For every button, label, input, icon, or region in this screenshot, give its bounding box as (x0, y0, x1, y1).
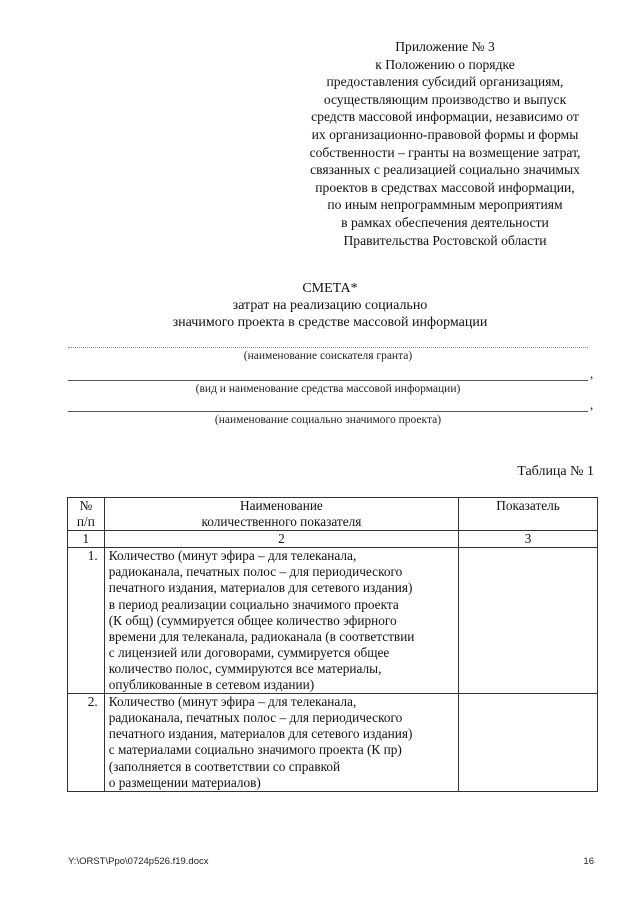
header-name-line-2: количественного показателя (201, 514, 362, 530)
header-name-cell (104, 498, 458, 531)
row-line: (К общ) (суммируется общее количество эфирного (108, 612, 397, 628)
row-line: печатного издания, материалов для сетевого издания) (108, 580, 413, 596)
appendix-line: предоставления субсидий организациям, (326, 74, 564, 90)
table-row (68, 694, 598, 792)
header-number-line-2: п/п (76, 514, 95, 530)
project-fill-line (68, 411, 588, 412)
footer-file-path: Y:\ORST\Ppo\0724p526.f19.docx (68, 856, 209, 867)
applicant-caption: (наименование соискателя гранта) (243, 350, 413, 362)
appendix-line: по иным непрограммным мероприятиям (327, 197, 563, 213)
row-number: 2. (68, 694, 105, 792)
row-line: радиоканала, печатных полос – для периодического (108, 564, 403, 580)
header-value-label: Показатель (496, 498, 560, 513)
table-header-row (68, 498, 598, 531)
row-line: Количество (минут эфира – для телеканала, (108, 548, 357, 564)
row-line: времени для телеканала, радиоканала (в соответствии (108, 628, 415, 644)
row-line: количество полос, суммируются все материалы, (108, 660, 382, 676)
column-number: 3 (459, 531, 598, 548)
title-heading: СМЕТА* (302, 281, 358, 296)
appendix-line: в рамках обеспечения деятельности (341, 214, 549, 230)
header-name-line-1: Наименование (240, 498, 323, 513)
comma: , (590, 397, 594, 412)
media-caption: (вид и наименование средства массовой информации) (195, 383, 461, 395)
title-line-1: затрат на реализацию социально (232, 298, 428, 313)
applicant-fill-line (68, 347, 588, 348)
header-number-line-1: № (79, 498, 93, 513)
row-line: (заполняется в соответствии со справкой (108, 758, 341, 774)
table-column-numbers-row (68, 531, 598, 548)
row-description (104, 548, 458, 694)
project-caption: (наименование социально значимого проекта) (214, 414, 442, 426)
header-value-cell (459, 498, 598, 531)
appendix-line: связанных с реализацией социально значимых (310, 162, 580, 178)
comma: , (590, 366, 594, 381)
row-line: с лицензией или договорами, суммируется общее (108, 644, 390, 660)
header-number-cell (68, 498, 105, 531)
appendix-line: проектов в средствах массовой информации, (315, 179, 575, 195)
appendix-line: их организационно-правовой формы и формы (311, 126, 579, 142)
row-value-cell[interactable] (459, 548, 598, 694)
appendix-line: собственности – гранты на возмещение затрат, (309, 144, 581, 160)
column-number: 1 (68, 531, 105, 548)
appendix-line: Правительства Ростовской области (343, 232, 547, 248)
document-title (60, 280, 600, 331)
row-line: о размещении материалов) (108, 774, 261, 790)
appendix-line: к Положению о порядке (375, 56, 515, 72)
row-value-cell[interactable] (459, 694, 598, 792)
row-line: в период реализации социально значимого проекта (108, 596, 399, 612)
footer-page-number: 16 (583, 856, 594, 867)
appendix-line: средств массовой информации, независимо от (311, 109, 579, 125)
indicators-table (67, 497, 598, 792)
appendix-block (290, 38, 600, 249)
row-line: с материалами социально значимого проекта (К пр) (108, 742, 402, 758)
row-line: радиоканала, печатных полос – для периодического (108, 710, 403, 726)
row-line: печатного издания, материалов для сетевого издания) (108, 726, 413, 742)
appendix-line: осуществляющим производство и выпуск (323, 91, 567, 107)
table-row (68, 548, 598, 694)
media-fill-line (68, 380, 588, 381)
column-number: 2 (104, 531, 458, 548)
appendix-line: Приложение № 3 (395, 39, 495, 54)
row-line: опубликованные в сетевом издании) (108, 677, 315, 693)
title-line-2: значимого проекта в средстве массовой информации (172, 315, 488, 330)
row-line: Количество (минут эфира – для телеканала, (108, 694, 357, 710)
row-description (104, 694, 458, 792)
table-label: Таблица № 1 (517, 464, 594, 479)
row-number: 1. (68, 548, 105, 694)
